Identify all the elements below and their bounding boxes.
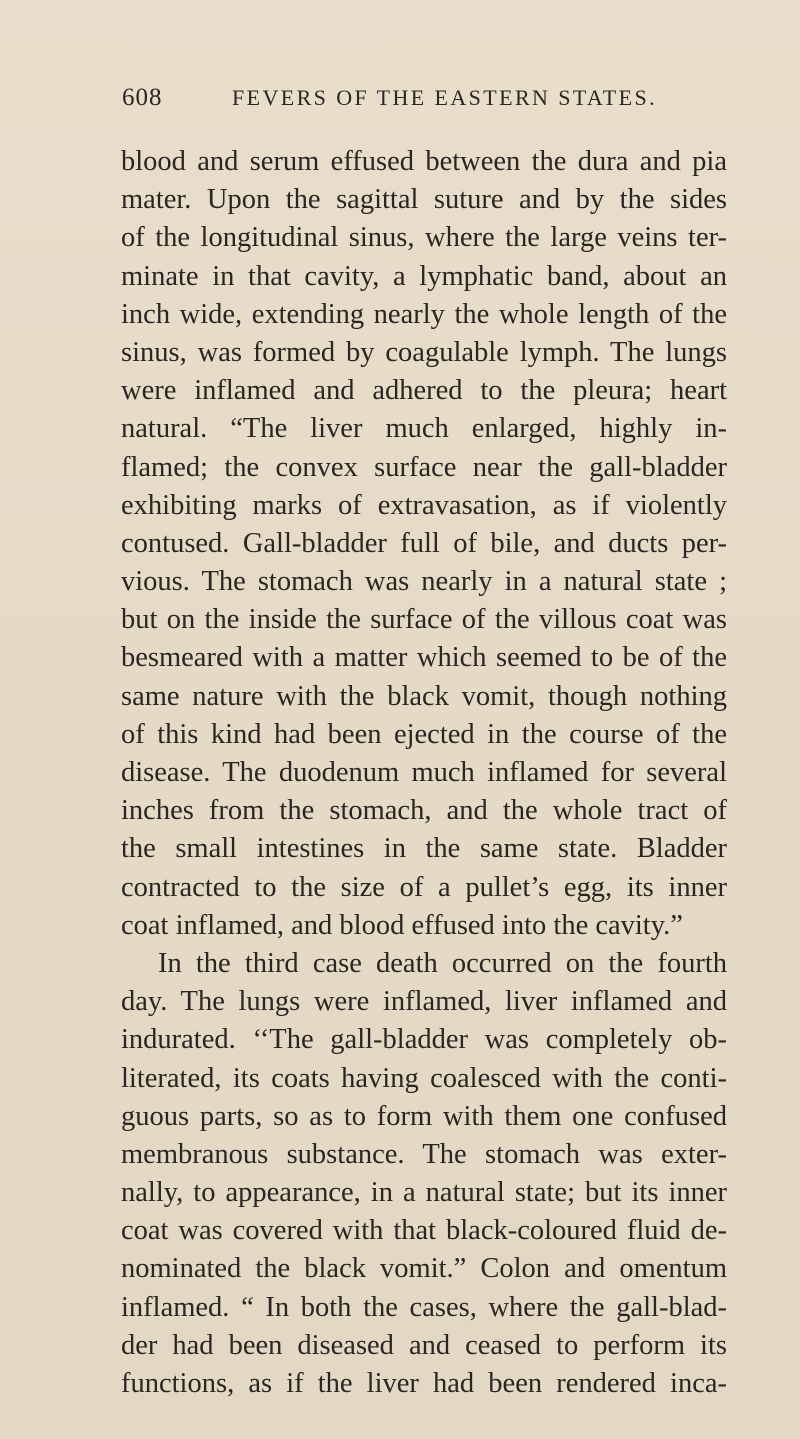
text-line: nominated the black vomit.” Colon and omentum bbox=[121, 1253, 727, 1285]
paragraph-end-line: coat inflamed, and blood effused into the cavity.” bbox=[121, 909, 683, 941]
text-line: guous parts, so as to form with them one confused bbox=[121, 1100, 727, 1132]
text-line: inflamed. “ In both the cases, where the gall-blad- bbox=[121, 1291, 727, 1323]
text-line: mater. Upon the sagittal suture and by the sides bbox=[121, 184, 727, 216]
text-line: indurated. ‘‘The gall-bladder was completely ob- bbox=[121, 1024, 727, 1056]
text-line: flamed; the convex surface near the gall-bladder bbox=[121, 451, 727, 483]
text-line: minate in that cavity, a lymphatic band, about an bbox=[121, 260, 727, 292]
text-line: sinus, was formed by coagulable lymph. The lungs bbox=[121, 336, 727, 368]
body-text bbox=[121, 143, 727, 1403]
text-line: membranous substance. The stomach was exter- bbox=[121, 1138, 727, 1170]
text-line: der had been diseased and ceased to perform its bbox=[121, 1329, 727, 1361]
text-line: exhibiting marks of extravasation, as if violently bbox=[121, 489, 727, 521]
text-line: blood and serum effused between the dura and pia bbox=[121, 146, 727, 177]
text-line: nally, to appearance, in a natural state; but its inner bbox=[121, 1177, 727, 1209]
text-line: contused. Gall-bladder full of bile, and ducts per- bbox=[121, 527, 727, 559]
text-line: inch wide, extending nearly the whole length of the bbox=[121, 298, 727, 330]
text-line: disease. The duodenum much inflamed for several bbox=[121, 757, 727, 788]
text-line: contracted to the size of a pullet’s egg, its inner bbox=[121, 871, 727, 903]
text-line: functions, as if the liver had been rendered inca- bbox=[121, 1368, 727, 1399]
text-line: of the longitudinal sinus, where the large veins ter- bbox=[121, 222, 727, 254]
text-line: same nature with the black vomit, though nothing bbox=[121, 680, 727, 712]
text-line: besmeared with a matter which seemed to be of the bbox=[121, 642, 727, 674]
paragraph-start-line: In the third case death occurred on the fourth bbox=[158, 947, 727, 979]
text-line: day. The lungs were inflamed, liver inflamed and bbox=[121, 986, 727, 1018]
text-line: of this kind had been ejected in the course of the bbox=[121, 718, 727, 750]
text-line: were inflamed and adhered to the pleura; heart bbox=[121, 375, 727, 407]
running-head bbox=[122, 84, 732, 124]
text-line: natural. “The liver much enlarged, highly in- bbox=[121, 413, 727, 445]
text-line: literated, its coats having coalesced with the conti- bbox=[121, 1062, 727, 1094]
text-line: coat was covered with that black-coloured fluid de- bbox=[121, 1215, 727, 1247]
running-title: FEVERS OF THE EASTERN STATES. bbox=[232, 85, 657, 110]
page-number: 608 bbox=[122, 84, 163, 111]
text-line: inches from the stomach, and the whole tract of bbox=[121, 795, 727, 827]
text-line: the small intestines in the same state. Bladder bbox=[121, 833, 727, 865]
text-line: but on the inside the surface of the villous coat was bbox=[121, 604, 727, 636]
text-line: vious. The stomach was nearly in a natural state ; bbox=[121, 566, 727, 598]
